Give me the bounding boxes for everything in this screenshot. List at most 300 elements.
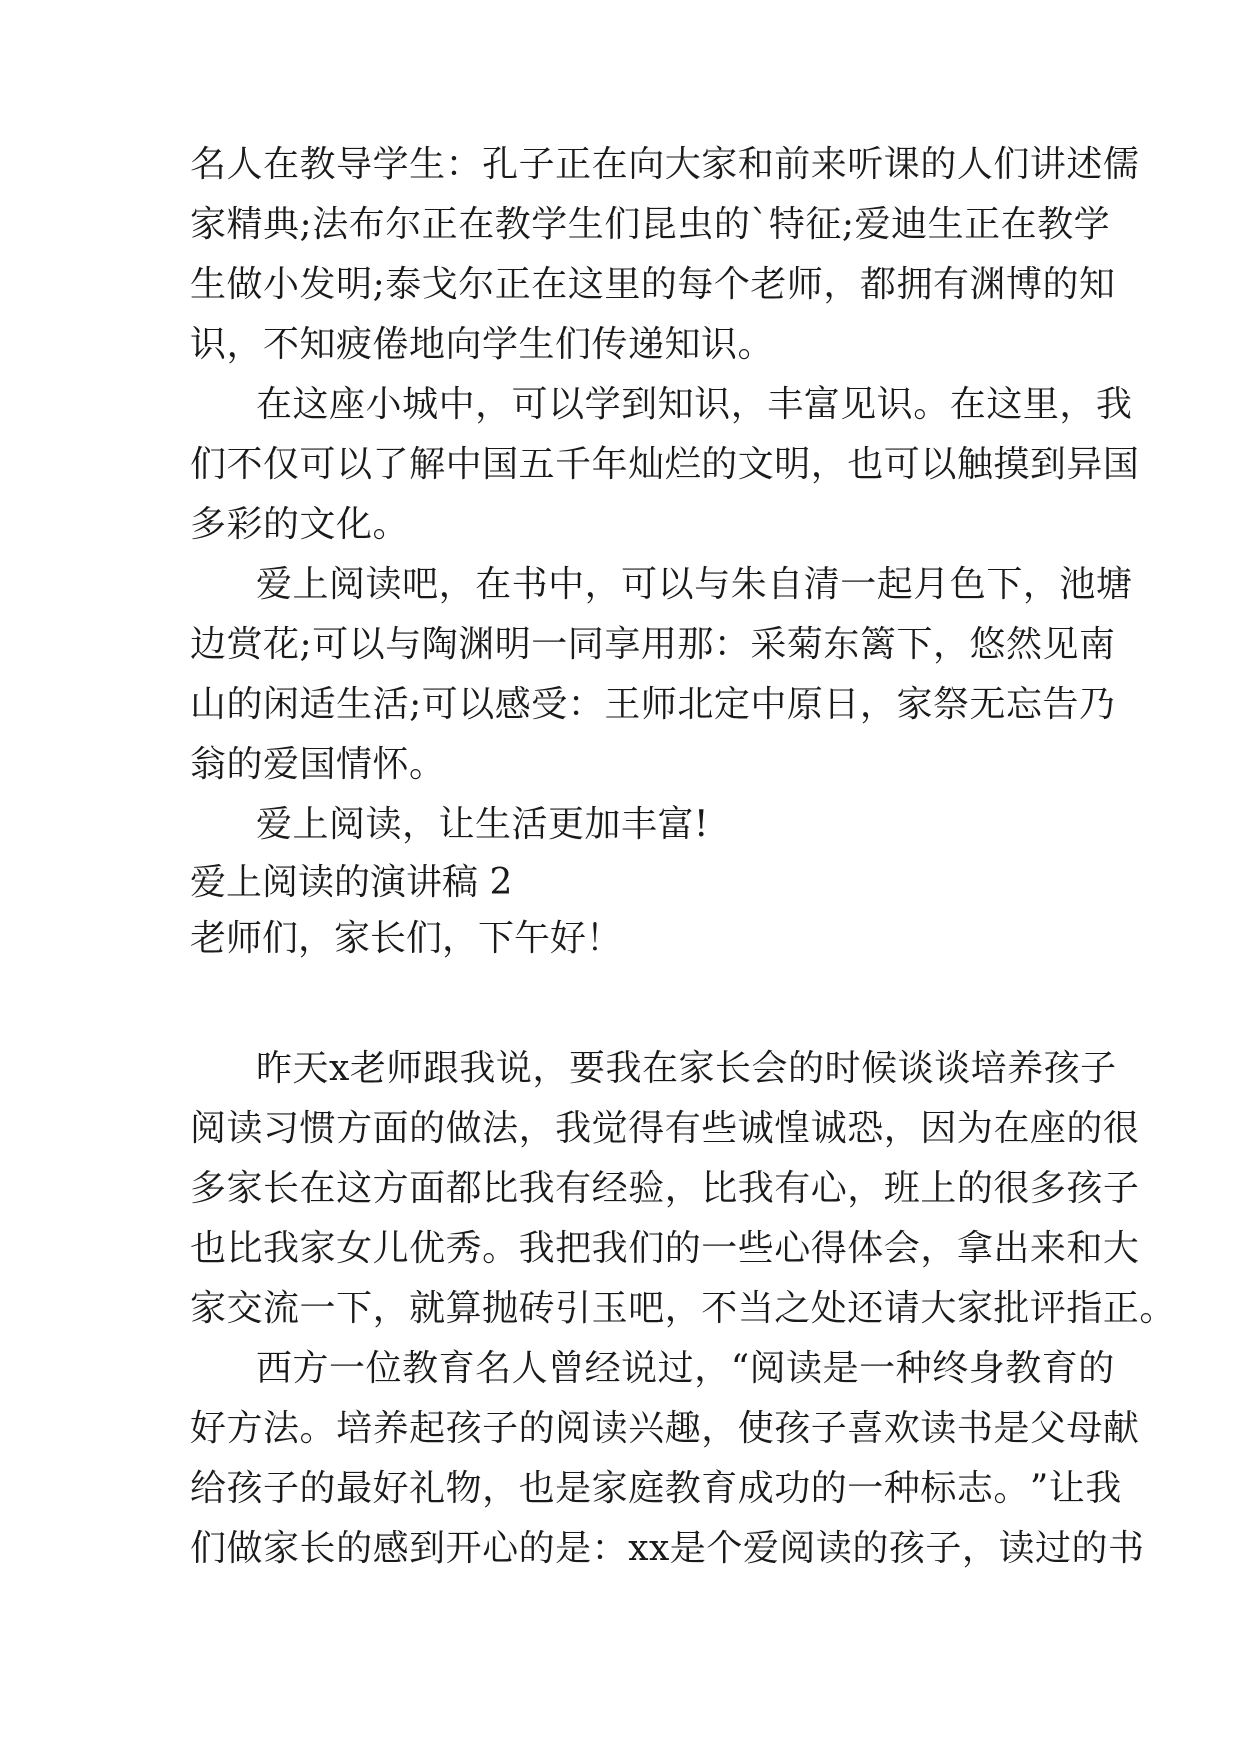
glyph: 日	[823, 684, 860, 725]
glyph: 家	[190, 204, 227, 245]
glyph: 天	[292, 1048, 330, 1089]
glyph: 这	[986, 384, 1023, 425]
glyph: 仅	[263, 444, 300, 485]
glyph: 可	[511, 384, 549, 425]
glyph: 城	[402, 384, 439, 425]
glyph: 摸	[993, 444, 1030, 485]
glyph: 学	[584, 384, 622, 425]
glyph: 得	[628, 1108, 665, 1149]
glyph: ，	[664, 1168, 702, 1209]
glyph: 在	[256, 384, 293, 425]
glyph: 在	[475, 564, 512, 605]
glyph: 得	[810, 1228, 848, 1269]
glyph: 人	[511, 1348, 549, 1389]
glyph: 灿	[628, 444, 665, 485]
glyph: 的	[518, 1528, 556, 1569]
glyph: 做	[445, 1108, 483, 1149]
glyph: 很	[1102, 1108, 1140, 1149]
glyph: 家	[263, 1528, 300, 1569]
glyph: 长	[715, 1048, 752, 1089]
glyph: 比	[226, 1228, 264, 1269]
glyph: 千	[555, 444, 592, 485]
glyph: ，	[859, 684, 897, 725]
glyph: 使	[737, 1408, 775, 1449]
glyph: 大	[1102, 1228, 1140, 1269]
glyph: 面	[409, 1168, 446, 1209]
glyph: 以	[920, 444, 957, 485]
glyph: 赏	[226, 624, 264, 665]
glyph: ，	[584, 564, 622, 605]
glyph: 一	[329, 1348, 366, 1389]
glyph: 悠	[969, 624, 1006, 665]
glyph: 育	[1041, 1348, 1079, 1389]
glyph: 比	[482, 1168, 519, 1209]
glyph: 教	[1005, 1348, 1042, 1389]
glyph: 了	[372, 444, 410, 485]
glyph: 色	[949, 564, 987, 605]
glyph: 都	[859, 264, 897, 305]
glyph: 下	[336, 1288, 373, 1329]
glyph: 小	[365, 384, 403, 425]
glyph: 方	[336, 1108, 373, 1149]
glyph: 精	[226, 204, 264, 245]
glyph: 方	[292, 1348, 330, 1389]
glyph: 虫	[677, 204, 714, 245]
paragraph-5	[190, 1039, 1176, 1339]
text-line	[190, 1279, 1176, 1339]
glyph: 书	[1107, 1528, 1145, 1569]
glyph: ;	[372, 264, 386, 305]
glyph: 可	[299, 444, 337, 485]
glyph: 长	[263, 1168, 300, 1209]
glyph: 的	[299, 1468, 337, 1509]
glyph: ;	[299, 204, 313, 245]
glyph: 阅	[779, 1528, 816, 1569]
glyph: 闲	[263, 684, 300, 725]
glyph: 东	[823, 624, 860, 665]
glyph: 有	[555, 1168, 592, 1209]
text-line: 识，不知疲倦地向学生们传递知识。	[190, 324, 775, 365]
text-line	[190, 555, 1133, 615]
glyph: 教	[1037, 204, 1074, 245]
glyph: 这	[567, 264, 605, 305]
glyph: 忘	[1005, 684, 1043, 725]
glyph: 物	[445, 1468, 483, 1509]
glyph: 我	[555, 1108, 592, 1149]
glyph: 然	[1005, 624, 1043, 665]
glyph: 我	[1085, 1468, 1122, 1509]
glyph: 与	[385, 624, 422, 665]
glyph: 很	[993, 1168, 1030, 1209]
glyph: 心	[810, 1168, 848, 1209]
glyph: 乃	[1079, 684, 1116, 725]
glyph: 书	[956, 1408, 994, 1449]
glyph: 知	[1079, 264, 1116, 305]
glyph: 布	[348, 204, 386, 245]
glyph: 是	[555, 1468, 592, 1509]
glyph: 采	[750, 624, 787, 665]
glyph: 我	[1095, 384, 1133, 425]
glyph: 明	[336, 264, 373, 305]
glyph: 做	[226, 264, 264, 305]
glyph: ，	[883, 1108, 921, 1149]
glyph: 上	[920, 1168, 957, 1209]
text-line	[190, 195, 1111, 255]
glyph: 边	[190, 624, 227, 665]
document-body	[190, 135, 1176, 1579]
glyph: 适	[299, 684, 337, 725]
glyph: ，	[810, 444, 848, 485]
glyph: 孩	[774, 1408, 811, 1449]
glyph: 。	[993, 1468, 1030, 1509]
glyph: 家	[299, 1228, 337, 1269]
glyph: 自	[767, 564, 804, 605]
glyph: 的	[1066, 1108, 1103, 1149]
glyph: 培	[970, 1048, 1008, 1089]
glyph: 正	[1102, 1288, 1140, 1329]
glyph: 课	[883, 144, 921, 185]
glyph: 兴	[628, 1408, 665, 1449]
glyph: 可	[421, 684, 459, 725]
glyph: 诚	[737, 1108, 775, 1149]
glyph: 成	[737, 1468, 775, 1509]
glyph: 们	[604, 204, 641, 245]
glyph: xx	[628, 1528, 670, 1569]
glyph: ”	[1029, 1468, 1049, 1509]
glyph: 心	[482, 1528, 519, 1569]
glyph: 起	[876, 564, 914, 605]
glyph: 里	[604, 264, 641, 305]
glyph: 这	[336, 1168, 373, 1209]
glyph: 我	[459, 1048, 496, 1089]
glyph: 师	[386, 1048, 423, 1089]
glyph: 一	[701, 1228, 738, 1269]
glyph: 的	[713, 204, 751, 245]
glyph: 就	[409, 1288, 446, 1329]
glyph: 子	[518, 144, 556, 185]
glyph: 的	[920, 144, 957, 185]
glyph: 多	[190, 1168, 227, 1209]
glyph: 流	[263, 1288, 300, 1329]
glyph: 正	[555, 144, 592, 185]
glyph: ：	[713, 624, 751, 665]
glyph: 生	[190, 264, 227, 305]
glyph: 名	[475, 1348, 512, 1389]
glyph: 以	[548, 384, 585, 425]
glyph: 北	[677, 684, 714, 725]
glyph: 王	[604, 684, 641, 725]
glyph: 在	[263, 144, 300, 185]
glyph: ，	[694, 1348, 731, 1389]
glyph: 们	[190, 444, 227, 485]
glyph: 生	[409, 144, 446, 185]
glyph: 中	[750, 684, 787, 725]
glyph: 在	[531, 264, 568, 305]
glyph: ：	[567, 684, 605, 725]
glyph: 和	[1066, 1228, 1103, 1269]
glyph: 惶	[774, 1108, 811, 1149]
glyph: 恐	[847, 1108, 884, 1149]
glyph: 学	[531, 204, 568, 245]
glyph: 让	[1048, 1468, 1086, 1509]
glyph: 谈	[897, 1048, 935, 1089]
glyph: 清	[803, 564, 841, 605]
glyph: 曾	[548, 1348, 585, 1389]
glyph: 座	[329, 384, 366, 425]
glyph: 些	[737, 1228, 775, 1269]
glyph: 会	[883, 1228, 921, 1269]
glyph: 受	[531, 684, 568, 725]
glyph: 告	[1042, 684, 1080, 725]
glyph: 家	[678, 1048, 715, 1089]
glyph: 不	[226, 444, 264, 485]
glyph: 拥	[896, 264, 933, 305]
glyph: 富	[803, 384, 841, 425]
paragraph-6	[190, 1339, 1145, 1579]
glyph: 过	[657, 1348, 695, 1389]
glyph: 异	[1066, 444, 1103, 485]
glyph: ，	[847, 1168, 884, 1209]
glyph: 趣	[664, 1408, 702, 1449]
glyph: 的	[226, 684, 264, 725]
glyph: 尔	[385, 204, 422, 245]
glyph: 感	[494, 684, 532, 725]
glyph: 孩	[1043, 1048, 1081, 1089]
glyph: 开	[445, 1528, 483, 1569]
glyph: 养	[372, 1408, 410, 1449]
glyph: 会	[751, 1048, 789, 1089]
glyph: 个	[713, 264, 751, 305]
glyph: ，	[518, 1108, 556, 1149]
glyph: 儿	[372, 1228, 410, 1269]
text-line	[190, 135, 1140, 195]
glyph: 孩	[888, 1528, 926, 1569]
glyph: 一	[847, 1468, 884, 1509]
glyph: 我	[518, 1228, 556, 1269]
glyph: 的	[409, 1108, 446, 1149]
glyph: 。	[913, 384, 950, 425]
glyph: 出	[993, 1228, 1030, 1269]
glyph: 子	[263, 1468, 300, 1509]
glyph: 听	[847, 144, 884, 185]
glyph: 感	[372, 1528, 410, 1569]
glyph: ：	[445, 144, 483, 185]
glyph: 尔	[458, 264, 495, 305]
glyph: 砖	[518, 1288, 556, 1329]
glyph: 在	[949, 384, 987, 425]
glyph: 在	[299, 1168, 337, 1209]
glyph: 读	[998, 1528, 1035, 1569]
glyph: 一	[531, 624, 568, 665]
glyph: 优	[409, 1228, 446, 1269]
paragraph-1	[190, 135, 1140, 375]
glyph: 到	[1029, 444, 1067, 485]
glyph: 一	[859, 1348, 896, 1389]
glyph: 昆	[640, 204, 678, 245]
glyph: 方	[372, 1168, 410, 1209]
glyph: 评	[1029, 1288, 1067, 1329]
glyph: 戈	[421, 264, 459, 305]
glyph: 知	[657, 384, 695, 425]
glyph: 读	[226, 1108, 264, 1149]
glyph: 中	[548, 564, 585, 605]
glyph: 我	[605, 1048, 642, 1089]
glyph: `	[750, 204, 769, 245]
glyph: 老	[750, 264, 787, 305]
glyph: 我	[263, 1228, 300, 1269]
glyph: 博	[1005, 264, 1043, 305]
glyph: ，	[920, 1228, 957, 1269]
glyph: 诚	[810, 1108, 848, 1149]
glyph: 以	[336, 444, 373, 485]
glyph: 都	[445, 1168, 483, 1209]
glyph: 国	[482, 444, 519, 485]
glyph: 正	[421, 204, 459, 245]
glyph: 礼	[409, 1468, 446, 1509]
glyph: 那	[677, 624, 714, 665]
glyph: 当	[737, 1288, 775, 1329]
glyph: 的	[810, 1468, 848, 1509]
glyph: 教	[494, 204, 532, 245]
glyph: 子	[482, 1408, 519, 1449]
glyph: 师	[786, 264, 824, 305]
glyph: 父	[1029, 1408, 1067, 1449]
glyph: 读	[815, 1528, 853, 1569]
glyph: 月	[913, 564, 950, 605]
glyph: 说	[621, 1348, 658, 1389]
paragraph-4	[190, 795, 1050, 855]
glyph: 无	[969, 684, 1006, 725]
glyph: 法	[312, 204, 349, 245]
glyph: 阅	[749, 1348, 787, 1389]
glyph: 见	[840, 384, 877, 425]
glyph: 这	[292, 384, 330, 425]
glyph: 迪	[891, 204, 928, 245]
glyph: 女	[336, 1228, 373, 1269]
glyph: 面	[372, 1108, 410, 1149]
glyph: 有	[932, 264, 970, 305]
glyph: 讲	[1029, 144, 1067, 185]
glyph: 是	[555, 1528, 592, 1569]
glyph: 教	[664, 1468, 702, 1509]
glyph: 可	[312, 624, 349, 665]
glyph: 陶	[421, 624, 459, 665]
glyph: 庭	[628, 1468, 665, 1509]
glyph: 班	[883, 1168, 921, 1209]
glyph: 验	[628, 1168, 665, 1209]
glyph: 好	[190, 1408, 227, 1449]
glyph: 有	[774, 1168, 811, 1209]
glyph: 原	[786, 684, 824, 725]
glyph: ，	[961, 1528, 999, 1569]
text-line	[190, 1459, 1122, 1519]
text-line	[190, 1099, 1140, 1159]
glyph: 也	[847, 444, 884, 485]
glyph: 谈	[934, 1048, 971, 1089]
glyph: 五	[518, 444, 556, 485]
glyph: 子	[810, 1408, 848, 1449]
glyph: 法	[263, 1408, 300, 1449]
glyph: 长	[299, 1528, 337, 1569]
glyph: 南	[1079, 624, 1116, 665]
glyph: 孩	[445, 1408, 483, 1449]
glyph: 孩	[1066, 1168, 1103, 1209]
glyph: 用	[640, 624, 678, 665]
glyph: 大	[920, 1288, 957, 1329]
glyph: 识	[876, 384, 914, 425]
glyph: 家	[190, 1288, 227, 1329]
glyph: 中	[438, 384, 476, 425]
glyph: 烂	[664, 444, 702, 485]
glyph: 朱	[730, 564, 768, 605]
glyph: 们	[993, 144, 1030, 185]
glyph: 阅	[190, 1108, 227, 1149]
glyph: 经	[584, 1348, 622, 1389]
glyph: 为	[956, 1108, 994, 1149]
glyph: 抛	[482, 1288, 519, 1329]
glyph: 中	[445, 444, 483, 485]
glyph: 教	[402, 1348, 439, 1389]
glyph: 还	[847, 1288, 884, 1329]
glyph: 多	[1029, 1168, 1067, 1209]
glyph: 以	[348, 624, 386, 665]
glyph: 池	[1059, 564, 1096, 605]
glyph: 吧	[628, 1288, 665, 1329]
glyph: 种	[895, 1348, 933, 1389]
glyph: ：	[591, 1528, 629, 1569]
section-title: 爱上阅读的演讲稿 2	[190, 862, 513, 903]
glyph: 法	[482, 1108, 519, 1149]
glyph: 惯	[299, 1108, 337, 1149]
glyph: 篱	[859, 624, 897, 665]
glyph: 识	[694, 384, 731, 425]
glyph: 大	[664, 144, 702, 185]
text-line	[190, 1399, 1140, 1459]
glyph: ，	[372, 1288, 410, 1329]
glyph: 明	[774, 444, 811, 485]
glyph: 的	[640, 264, 678, 305]
glyph: 见	[1042, 624, 1080, 665]
glyph: 发	[299, 264, 337, 305]
glyph: 爱	[742, 1528, 780, 1569]
glyph: 在	[993, 1108, 1030, 1149]
glyph: 正	[494, 264, 532, 305]
text-line	[190, 1219, 1140, 1279]
glyph: 花	[263, 624, 300, 665]
glyph: 儒	[1102, 144, 1140, 185]
glyph: 读	[920, 1408, 957, 1449]
glyph: 的	[1078, 1348, 1115, 1389]
glyph: 方	[226, 1408, 264, 1449]
glyph: 母	[1066, 1408, 1103, 1449]
glyph: 文	[737, 444, 775, 485]
glyph: 享	[604, 624, 641, 665]
text-line: 爱上阅读，让生活更加丰富!	[256, 804, 709, 845]
glyph: 以	[657, 564, 695, 605]
glyph: 渊	[969, 264, 1006, 305]
glyph: 是	[822, 1348, 860, 1389]
glyph: 明	[494, 624, 532, 665]
glyph: 功	[774, 1468, 811, 1509]
glyph: 名	[190, 144, 227, 185]
glyph: 读	[786, 1348, 823, 1389]
text-line	[190, 1519, 1145, 1579]
glyph: 典	[263, 204, 300, 245]
glyph: 习	[263, 1108, 300, 1149]
glyph: 养	[1007, 1048, 1044, 1089]
glyph: “	[730, 1348, 750, 1389]
glyph: 丰	[767, 384, 804, 425]
